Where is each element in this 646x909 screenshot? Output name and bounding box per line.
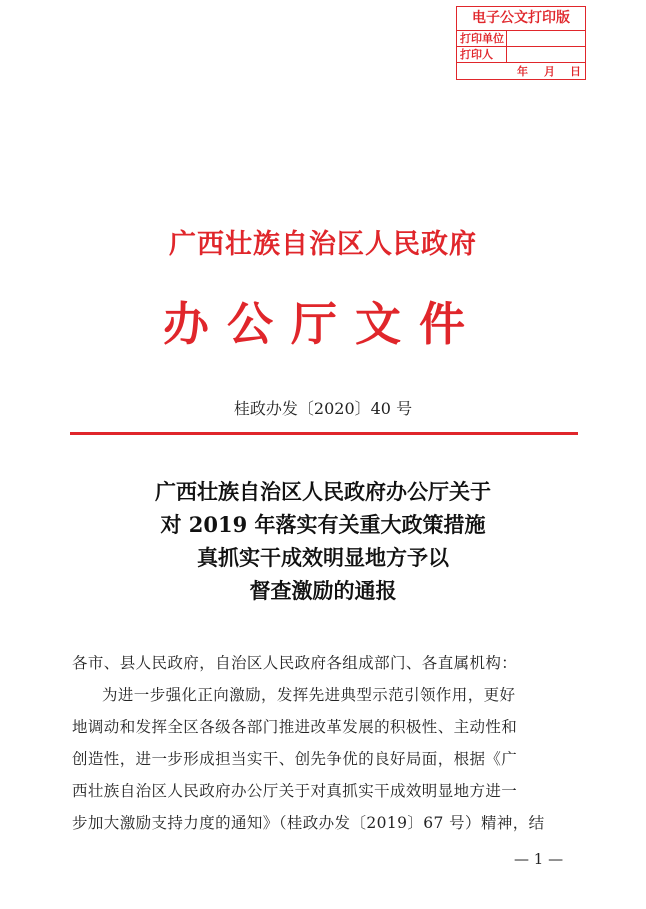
- body-line: 西壮族自治区人民政府办公厅关于对真抓实干成效明显地方进一: [72, 782, 518, 800]
- print-stamp: [456, 6, 586, 80]
- stamp-divider: [506, 47, 507, 62]
- stamp-person-label: 打印人: [460, 48, 493, 61]
- heading-line: 督查激励的通报: [249, 578, 397, 603]
- page-number: — 1 —: [514, 850, 564, 868]
- document-body: [72, 647, 582, 839]
- stamp-divider: [506, 31, 507, 46]
- stamp-month: 月: [544, 65, 555, 78]
- addressee-line: 各市、县人民政府，自治区人民政府各组成部门、各直属机构：: [72, 654, 518, 672]
- body-line: 创造性，进一步形成担当实干、创先争优的良好局面，根据《广: [72, 750, 518, 768]
- document-heading: [0, 475, 646, 607]
- stamp-title: 电子公文打印版: [457, 7, 585, 31]
- stamp-day: 日: [570, 65, 581, 78]
- body-line: 为进一步强化正向激励，发挥先进典型示范引领作用，更好: [102, 686, 516, 704]
- issuing-organization: 广西壮族自治区人民政府: [169, 229, 477, 260]
- stamp-unit-label: 打印单位: [460, 32, 504, 45]
- body-line: 步加大激励支持力度的通知》（桂政办发〔2019〕67 号）精神，结: [72, 814, 545, 832]
- heading-line: 广西壮族自治区人民政府办公厅关于: [155, 479, 491, 504]
- heading-line: 对 2019 年落实有关重大政策措施: [160, 512, 486, 537]
- stamp-row-person: [457, 47, 585, 63]
- document-number: 桂政办发〔2020〕40 号: [233, 399, 413, 418]
- stamp-row-unit: [457, 31, 585, 47]
- red-separator-line: [70, 432, 578, 435]
- document-type-title: 办公厅文件: [163, 297, 483, 351]
- stamp-year: 年: [517, 65, 528, 78]
- heading-line: 真抓实干成效明显地方予以: [197, 545, 449, 570]
- body-line: 地调动和发挥全区各级各部门推进改革发展的积极性、主动性和: [72, 718, 518, 736]
